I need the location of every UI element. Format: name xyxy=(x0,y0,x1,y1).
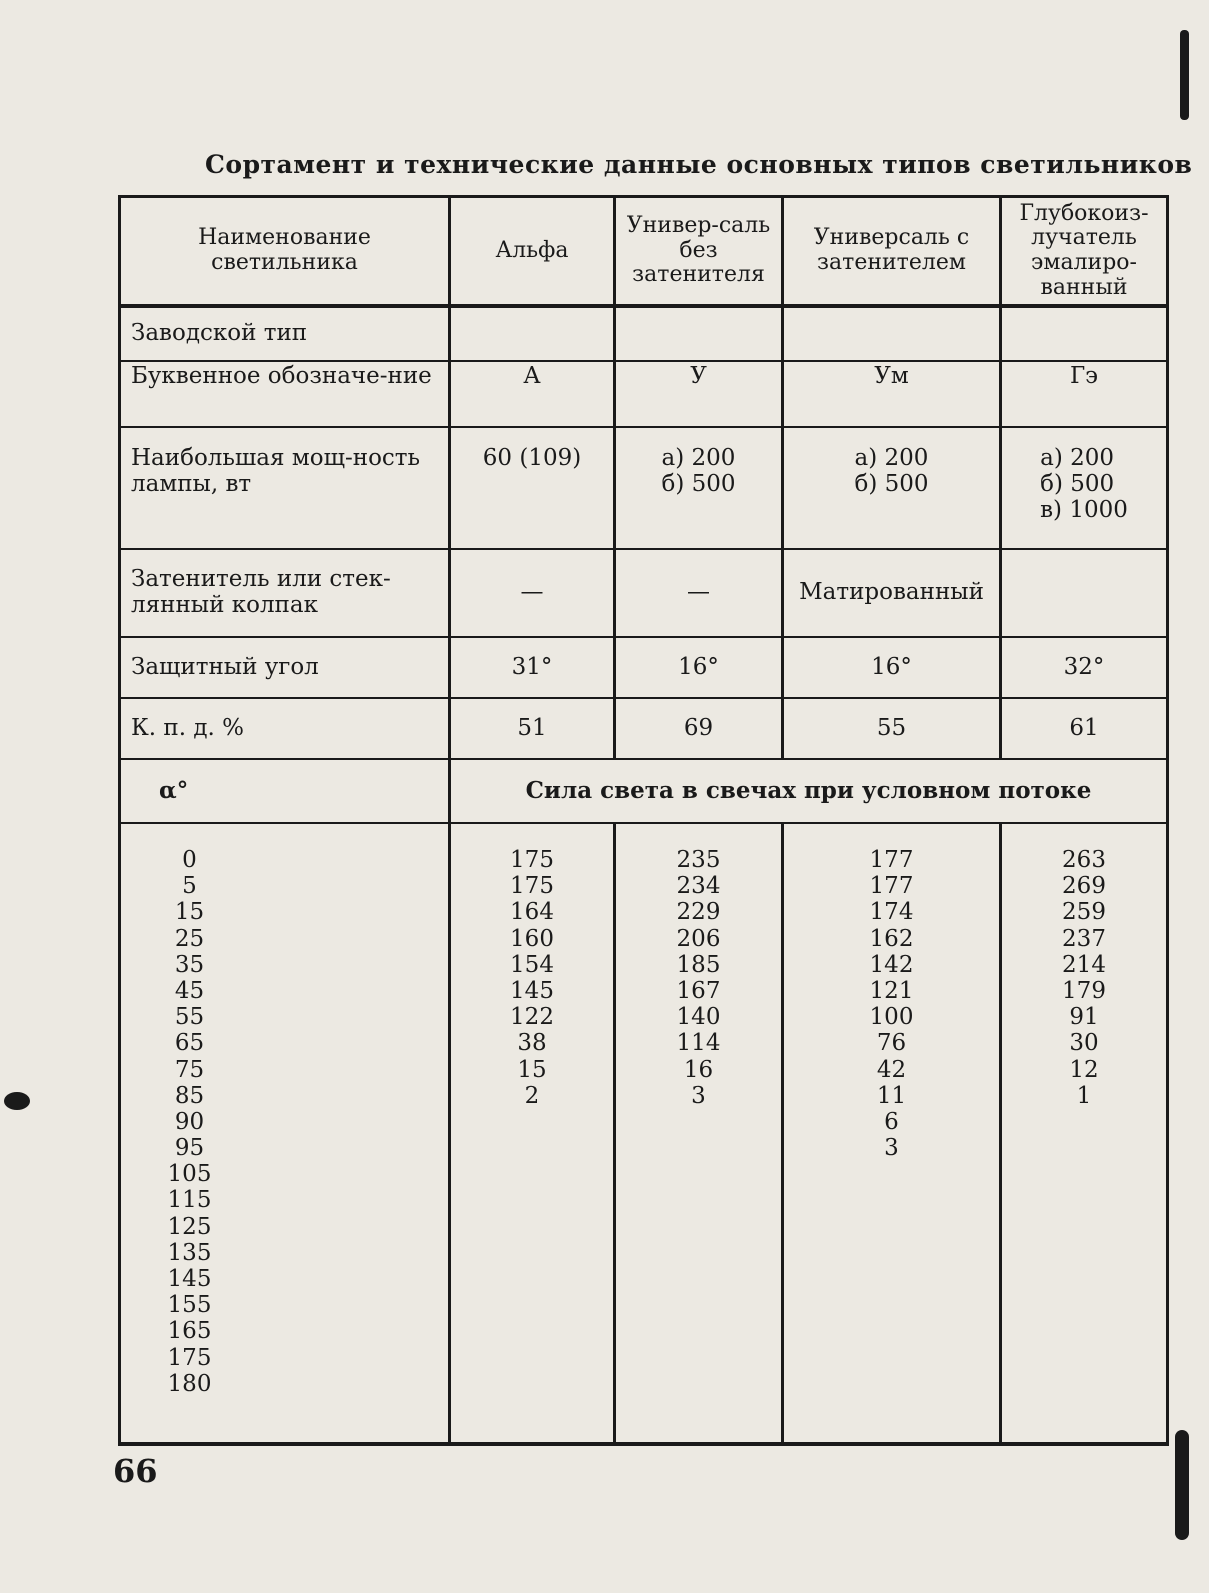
cell: 16° xyxy=(615,637,783,698)
angle-value: 165 xyxy=(167,1318,212,1345)
row-max-lamp-power xyxy=(120,427,1168,549)
intensity-value: 160 xyxy=(510,925,554,952)
alpha-label: α° xyxy=(120,759,450,823)
row-label: Буквенное обозначе-ние xyxy=(120,361,450,427)
intensity-value: 263 xyxy=(1062,847,1106,873)
angle-value: 25 xyxy=(174,925,205,952)
header-col-universal-no-shade: Универ-саль без затенителя xyxy=(615,197,783,307)
cell: Матированный xyxy=(783,549,1001,637)
intensity-value: 11 xyxy=(876,1082,907,1109)
power-value: б) 500 xyxy=(854,470,929,497)
intensity-value: 164 xyxy=(510,899,554,926)
intensity-value: 3 xyxy=(691,1082,706,1109)
power-value: а) 200 xyxy=(1040,445,1115,471)
values-column-universal-shade xyxy=(783,823,1001,1444)
cell: 55 xyxy=(783,698,1001,759)
intensity-value: 12 xyxy=(1069,1056,1099,1083)
cell: 31° xyxy=(450,637,615,698)
intensity-value: 237 xyxy=(1062,925,1106,952)
intensity-value: 175 xyxy=(510,847,554,873)
cell: — xyxy=(450,549,615,637)
power-value: б) 500 xyxy=(1040,470,1115,497)
intensity-value: 206 xyxy=(676,925,721,952)
cell: 32° xyxy=(1001,637,1168,698)
row-letter-designation xyxy=(120,361,1168,427)
cell: 69 xyxy=(615,698,783,759)
power-value: а) 200 xyxy=(661,445,736,471)
header-col-alpha: Альфа xyxy=(450,197,615,307)
angle-value: 5 xyxy=(182,873,197,900)
cell xyxy=(615,306,783,361)
cell xyxy=(1001,306,1168,361)
angle-value: 65 xyxy=(174,1030,205,1057)
page-number: 66 xyxy=(113,1452,158,1490)
row-label: Заводской тип xyxy=(120,306,450,361)
angles-column xyxy=(120,823,450,1444)
angle-value: 105 xyxy=(167,1161,212,1188)
row-shade-or-glass xyxy=(120,549,1168,637)
header-row xyxy=(120,197,1168,307)
cell xyxy=(783,306,1001,361)
intensity-value: 2 xyxy=(524,1082,540,1109)
intensity-value: 234 xyxy=(676,873,721,900)
angle-value: 155 xyxy=(167,1292,212,1319)
power-value: а) 200 xyxy=(854,445,929,471)
angle-value: 45 xyxy=(174,977,205,1004)
row-protective-angle xyxy=(120,637,1168,698)
power-value: 60 (109) xyxy=(482,445,582,471)
row-efficiency xyxy=(120,698,1168,759)
row-label: Защитный угол xyxy=(120,637,450,698)
intensity-value: 114 xyxy=(676,1030,721,1057)
row-label: К. п. д. % xyxy=(120,698,450,759)
intensity-value: 91 xyxy=(1069,1004,1099,1031)
angle-value: 15 xyxy=(174,899,205,926)
cell xyxy=(615,427,783,549)
cell: 51 xyxy=(450,698,615,759)
intensity-value: 167 xyxy=(676,977,721,1004)
intensity-value: 122 xyxy=(510,1004,554,1031)
row-label: Наибольшая мощ-ность лампы, вт xyxy=(120,427,450,549)
intensity-value: 16 xyxy=(683,1056,714,1083)
row-intensity-values xyxy=(120,823,1168,1444)
cell xyxy=(1001,549,1168,637)
angle-value: 115 xyxy=(167,1187,212,1214)
row-factory-type xyxy=(120,306,1168,361)
row-intensity-header xyxy=(120,759,1168,823)
intensity-value: 229 xyxy=(676,899,721,926)
intensity-value: 185 xyxy=(676,951,721,978)
cell xyxy=(450,306,615,361)
intensity-value: 174 xyxy=(869,899,914,926)
angle-value: 135 xyxy=(167,1239,212,1266)
intensity-value: 162 xyxy=(869,925,914,952)
intensity-value: 76 xyxy=(876,1030,907,1057)
cell: А xyxy=(450,361,615,427)
intensity-value: 235 xyxy=(676,847,721,873)
intensity-value: 1 xyxy=(1076,1082,1092,1109)
intensity-value: 15 xyxy=(517,1056,547,1083)
intensity-value: 269 xyxy=(1062,873,1106,900)
ink-edge-decoration xyxy=(1180,30,1189,120)
values-column-deep-emitter xyxy=(1001,823,1168,1444)
cell: Ум xyxy=(783,361,1001,427)
intensity-value: 145 xyxy=(510,977,554,1004)
header-col-deep-emitter: Глубокоиз-лучатель эмалиро-ванный xyxy=(1001,197,1168,307)
ink-edge-decoration xyxy=(1175,1430,1189,1540)
cell: 61 xyxy=(1001,698,1168,759)
intensity-value: 177 xyxy=(869,847,914,873)
intensity-value: 214 xyxy=(1062,951,1106,978)
intensity-value: 177 xyxy=(869,873,914,900)
intensity-value: 30 xyxy=(1069,1030,1099,1057)
intensity-value: 179 xyxy=(1062,977,1106,1004)
cell xyxy=(783,427,1001,549)
intensity-span-label: Сила света в свечах при условном потоке xyxy=(450,759,1168,823)
angle-value: 175 xyxy=(167,1344,212,1371)
intensity-value: 154 xyxy=(510,951,554,978)
header-name-col: Наименование светильника xyxy=(120,197,450,307)
intensity-value: 3 xyxy=(884,1135,899,1162)
ink-blot-decoration xyxy=(4,1092,30,1110)
intensity-value: 38 xyxy=(517,1030,547,1057)
intensity-value: 259 xyxy=(1062,899,1106,926)
row-label: Затенитель или стек-лянный колпак xyxy=(120,549,450,637)
cell xyxy=(1001,427,1168,549)
angle-value: 85 xyxy=(174,1082,205,1109)
cell: У xyxy=(615,361,783,427)
intensity-value: 140 xyxy=(676,1004,721,1031)
angle-value: 180 xyxy=(167,1370,212,1397)
cell: — xyxy=(615,549,783,637)
intensity-value: 6 xyxy=(884,1108,899,1135)
header-col-universal-shade: Универсаль с затенителем xyxy=(783,197,1001,307)
angle-value: 55 xyxy=(174,1004,205,1031)
intensity-value: 42 xyxy=(876,1056,907,1083)
table-title: Сортамент и технические данные основных типов светильников xyxy=(205,150,1193,179)
luminaire-spec-table xyxy=(118,195,1169,1446)
intensity-value: 121 xyxy=(869,977,914,1004)
angle-value: 95 xyxy=(174,1135,205,1162)
intensity-value: 175 xyxy=(510,873,554,900)
intensity-value: 142 xyxy=(869,951,914,978)
angle-value: 0 xyxy=(182,847,197,873)
angle-value: 35 xyxy=(174,951,205,978)
power-value: б) 500 xyxy=(661,470,736,497)
cell: Гэ xyxy=(1001,361,1168,427)
cell: 16° xyxy=(783,637,1001,698)
angle-value: 125 xyxy=(167,1213,212,1240)
angle-value: 75 xyxy=(174,1056,205,1083)
power-value: в) 1000 xyxy=(1040,496,1128,523)
angle-value: 90 xyxy=(174,1108,205,1135)
values-column-alpha xyxy=(450,823,615,1444)
values-column-universal-no-shade xyxy=(615,823,783,1444)
intensity-value: 100 xyxy=(869,1004,914,1031)
cell xyxy=(450,427,615,549)
angle-value: 145 xyxy=(167,1266,212,1292)
